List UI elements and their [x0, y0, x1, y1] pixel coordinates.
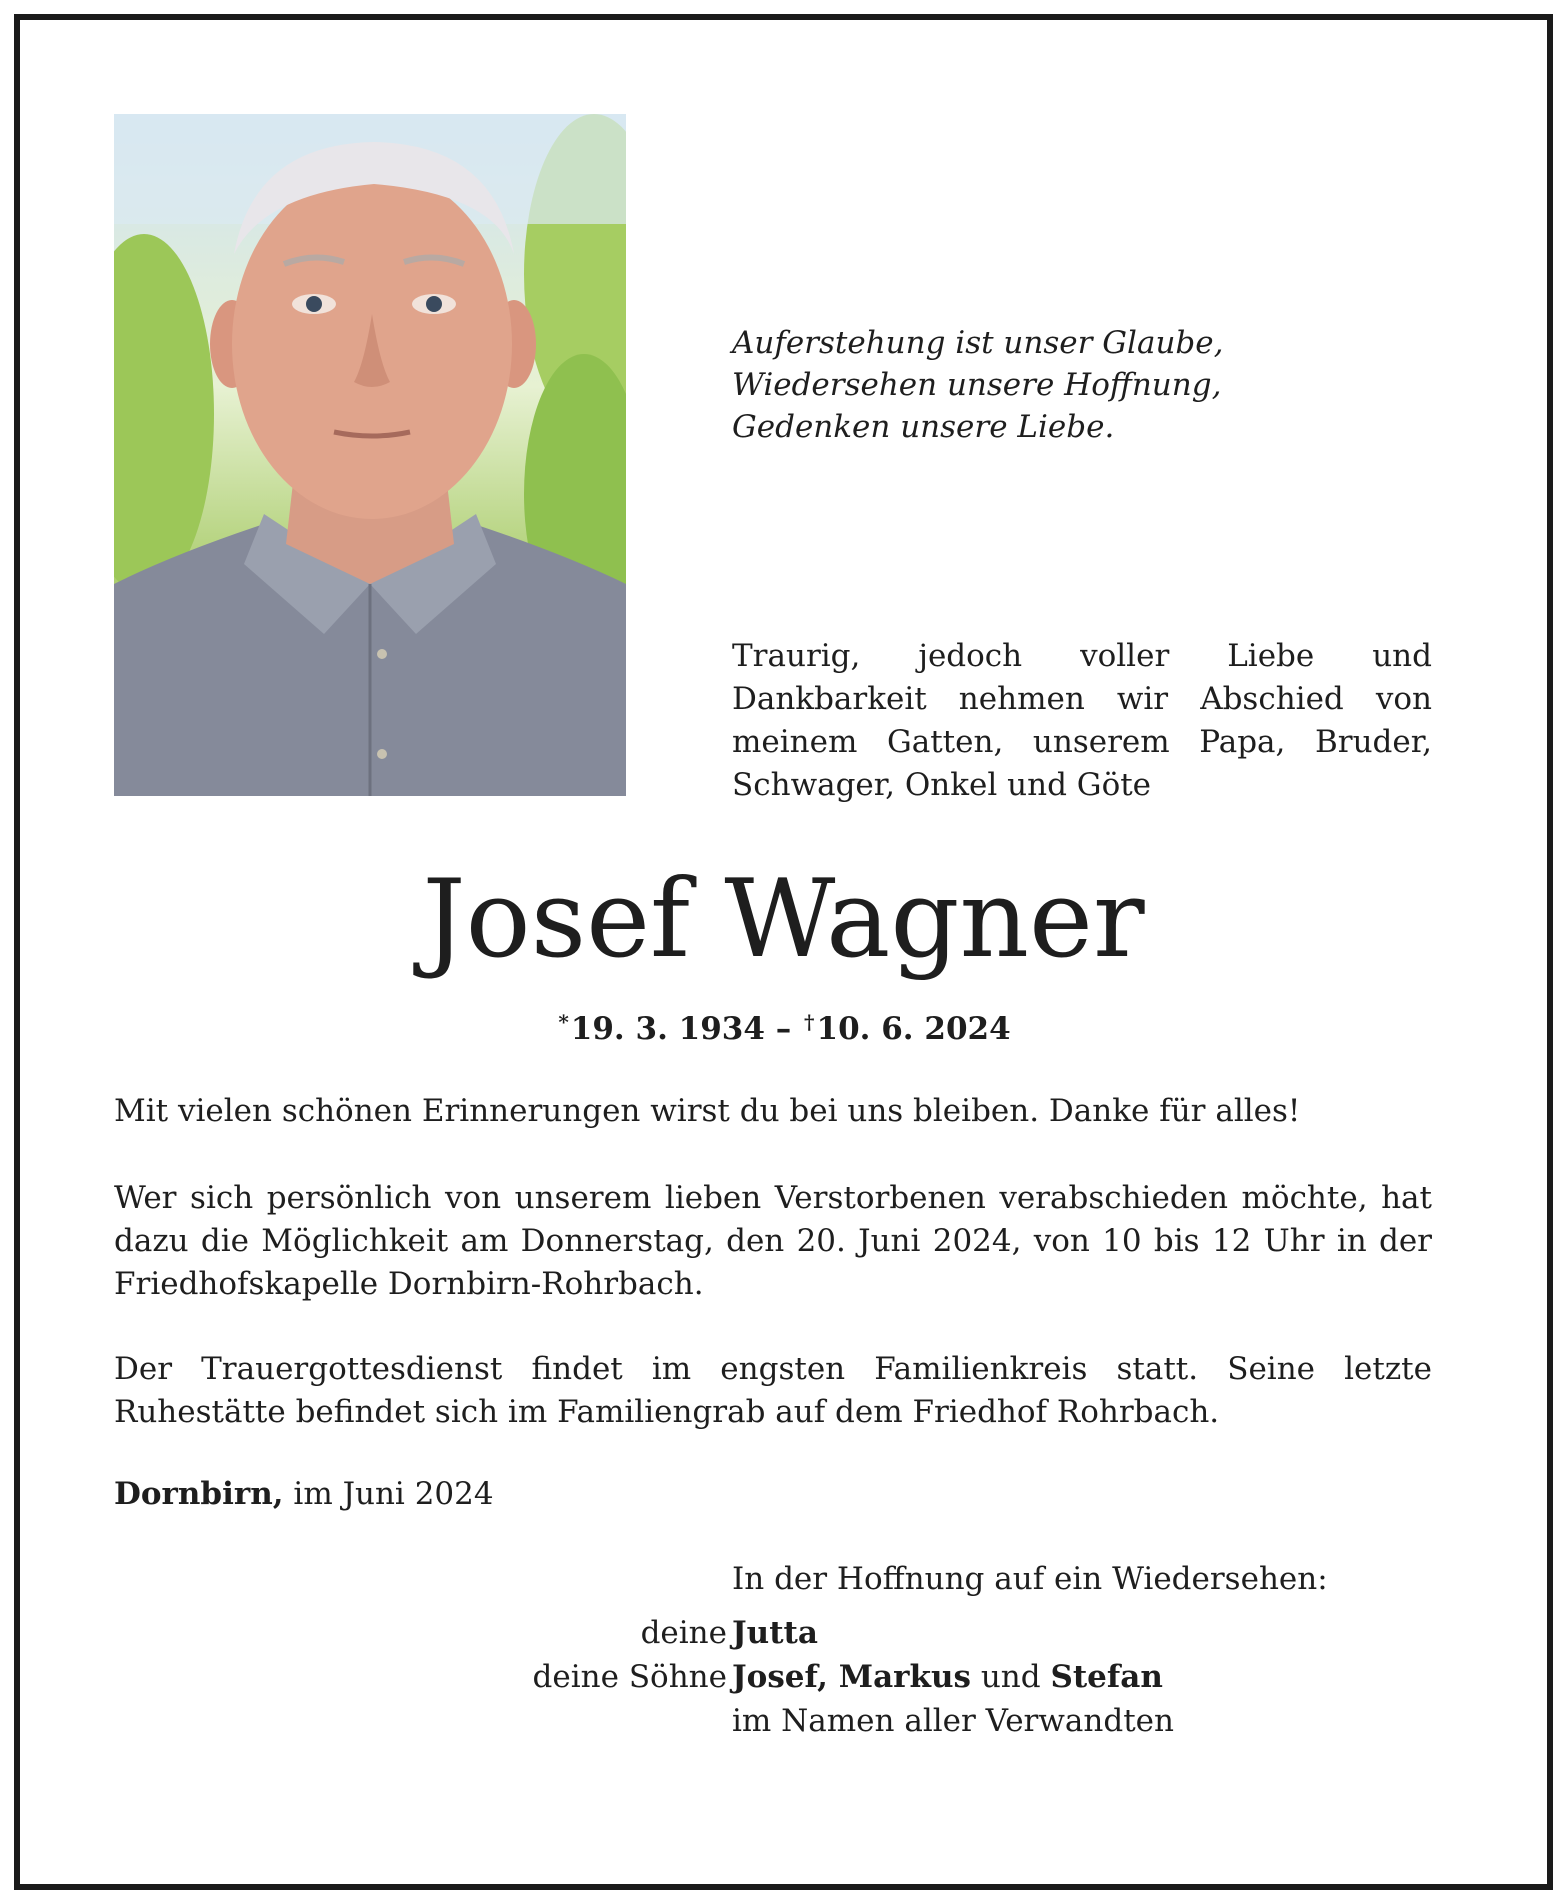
- signer-value: [732, 1611, 818, 1655]
- signer-row: [0, 1699, 1567, 1743]
- signer-conjunction: und: [980, 1659, 1041, 1695]
- death-symbol: †: [804, 1010, 815, 1034]
- death-date: 10. 6. 2024: [816, 1011, 1011, 1047]
- signer-row: [0, 1655, 1567, 1699]
- memories-paragraph: Mit vielen schönen Erinnerungen wirst du bei uns bleiben. Danke für alles!: [114, 1093, 1301, 1129]
- quote-line: Gedenken unsere Liebe.: [732, 409, 1115, 445]
- signer-note: im Namen aller Verwandten: [732, 1703, 1174, 1739]
- signers-block: [0, 1611, 1567, 1743]
- memorial-quote: [732, 322, 1452, 448]
- signer-label: deine Söhne: [532, 1659, 727, 1695]
- quote-line: Wiedersehen unsere Hoffnung,: [732, 367, 1222, 403]
- signer-label: deine: [640, 1615, 727, 1651]
- place-month: im Juni 2024: [293, 1476, 494, 1512]
- place-date: [114, 1473, 494, 1516]
- quote-line: Auferstehung ist unser Glaube,: [732, 325, 1224, 361]
- date-separator: –: [775, 1011, 792, 1047]
- signer-name: Jutta: [732, 1615, 818, 1651]
- birth-date: 19. 3. 1934: [570, 1011, 765, 1047]
- intro-text: Traurig, jedoch voller Liebe und Dankbarkeit nehmen wir Abschied von meinem Gatten, unserem Papa, Bruder, Schwager, Onkel und Göte: [732, 638, 1432, 803]
- signer-row: [0, 1611, 1567, 1655]
- deceased-name: Josef Wagner: [422, 857, 1145, 982]
- life-dates: [0, 1002, 1567, 1049]
- signer-name: Stefan: [1050, 1659, 1163, 1695]
- signer-value: [732, 1655, 1163, 1699]
- closing-line: In der Hoffnung auf ein Wiedersehen:: [732, 1561, 1328, 1597]
- portrait-photo-icon: [114, 114, 626, 796]
- birth-symbol: *: [558, 1010, 569, 1034]
- farewell-paragraph: Wer sich persönlich von unserem lieben Verstorbenen verabschieden möchte, hat dazu die Möglichkeit am Donnerstag, den 20. Juni 2024, von 10 bis 12 Uhr in der Friedhofskapelle Dornbirn-Rohrbach.: [114, 1180, 1432, 1302]
- service-paragraph: Der Trauergottesdienst findet im engsten Familienkreis statt. Seine letzte Ruhestätte befindet sich im Familiengrab auf dem Friedhof Rohrbach.: [114, 1351, 1432, 1430]
- place-city: Dornbirn,: [114, 1476, 284, 1512]
- signer-name: Josef, Markus: [732, 1659, 971, 1695]
